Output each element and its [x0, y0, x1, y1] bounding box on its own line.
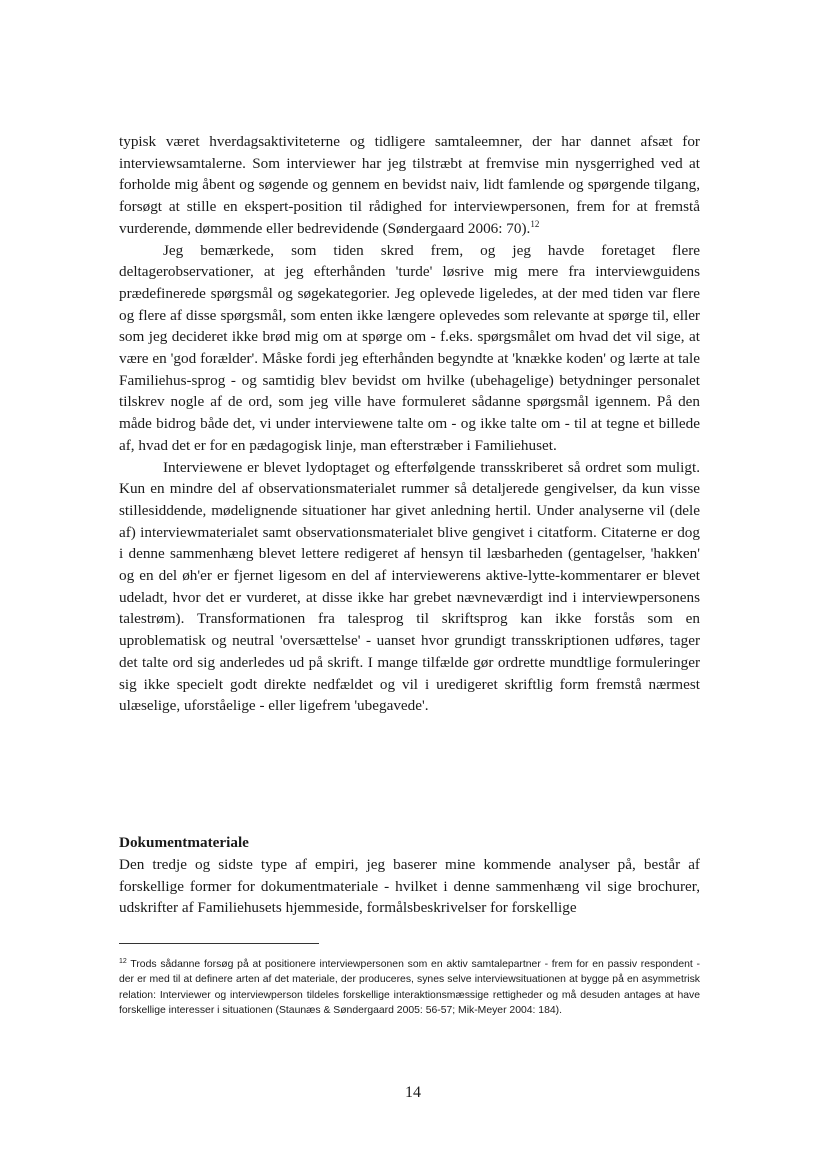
body-text	[119, 131, 700, 717]
paragraph-1	[119, 131, 700, 240]
section-heading: Dokumentmateriale	[119, 834, 249, 851]
paragraph-2: Jeg bemærkede, som tiden skred frem, og jeg havde foretaget flere deltagerobservationer, at jeg efterhånden 'turde' løsrive mig mere fra interviewguidens prædefinerede spørgsmål og søgekategorier. Jeg oplevede ligeledes, at der med tiden var flere og flere af disse spørgsmål, som enten ikke længere oplevedes som relevante at spørge til, eller som jeg decideret ikke brød mig om at spørge om - f.eks. spørgsmålet om hvad det vil sige, at være en 'god forælder'. Måske fordi jeg efterhånden begyndte at 'knække koden' og lærte at tale Familiehus-sprog - og samtidig blev bevidst om hvilke (ubehagelige) betydninger personalet tilskrev nogle af de ord, som jeg ville have formuleret sådanne spørgsmål igennem. På den måde bidrog både det, vi under interviewene talte om - og ikke talte om - til at tegne et billede af, hvad det er for en pædagogisk linje, man efterstræber i Familiehuset.	[119, 241, 700, 454]
paragraph-3: Interviewene er blevet lydoptaget og efterfølgende transskriberet så ordret som muligt. Kun en mindre del af observationsmaterialet rummer så detaljerede gengivelser, da kun visse stillesiddende, mødelignende situationer har givet anledning hertil. Under analyserne vil (dele af) interviewmaterialet samt observationsmaterialet blive gengivet i citatform. Citaterne er dog i denne sammenhæng blevet lettere redigeret af hensyn til læsbarheden (gentagelser, 'hakken' og en del øh'er er fjernet ligesom en del af interviewerens aktive-lytte-kommentarer er blevet udeladt, hvor det er vurderet, at disse ikke har grebet nævneværdigt ind i interviewpersonens talestrøm). Transformationen fra talesprog til skriftsprog kan ikke forstås som en uproblematisk og neutral 'oversættelse' - uanset hvor grundigt transskriptionen udføres, tager det talte ord sig anderledes ud på skrift. I mange tilfælde gør ordrette mundtlige formuleringer sig ikke specielt godt direkte nedfældet og vil i uredigeret skriftlig form fremstå nærmest ulæselige, uforståelige - eller ligefrem 'ubegavede'.	[119, 458, 700, 715]
page-number: 14	[405, 1084, 421, 1101]
footnote	[119, 957, 700, 1018]
footnote-number: 12	[119, 958, 127, 965]
section-paragraph: Den tredje og sidste type af empiri, jeg baserer mine kommende analyser på, består af forskellige former for dokumentmateriale - hvilket i denne sammenhæng vil sige brochurer, udskrifter af Familiehusets hjemmeside, formålsbeskrivelser for forskellige	[119, 856, 700, 917]
paragraph-1-text: typisk været hverdagsaktiviteterne og tidligere samtaleemner, der har dannet afsæt for interviewsamtalerne. Som interviewer har jeg tilstræbt at fremvise min nysgerrighed ved at forholde mig åbent og søgende og gennem en bevidst naiv, lidt famlende og spørgende tilgang, forsøgt at stille en ekspert-position til rådighed for interviewpersonen, frem for at fremstå vurderende, dømmende eller bedrevidende (Søndergaard 2006: 70).	[119, 133, 700, 237]
footnote-reference: 12	[530, 218, 540, 229]
footnote-divider	[119, 943, 319, 944]
footnote-text: Trods sådanne forsøg på at positionere interviewpersonen som en aktiv samtalepartner - frem for en passiv respondent - der er med til at definere arten af det materiale, der produceres, synes selve interviewsituationen at bygge på en asymmetrisk relation: Interviewer og interviewperson tildeles forskellige interaktionsmæssige rettigheder og må desuden antages at have forskellige interesser i situationen (Staunæs & Søndergaard 2005: 56-57; Mik-Meyer 2004: 184).	[119, 959, 701, 1016]
